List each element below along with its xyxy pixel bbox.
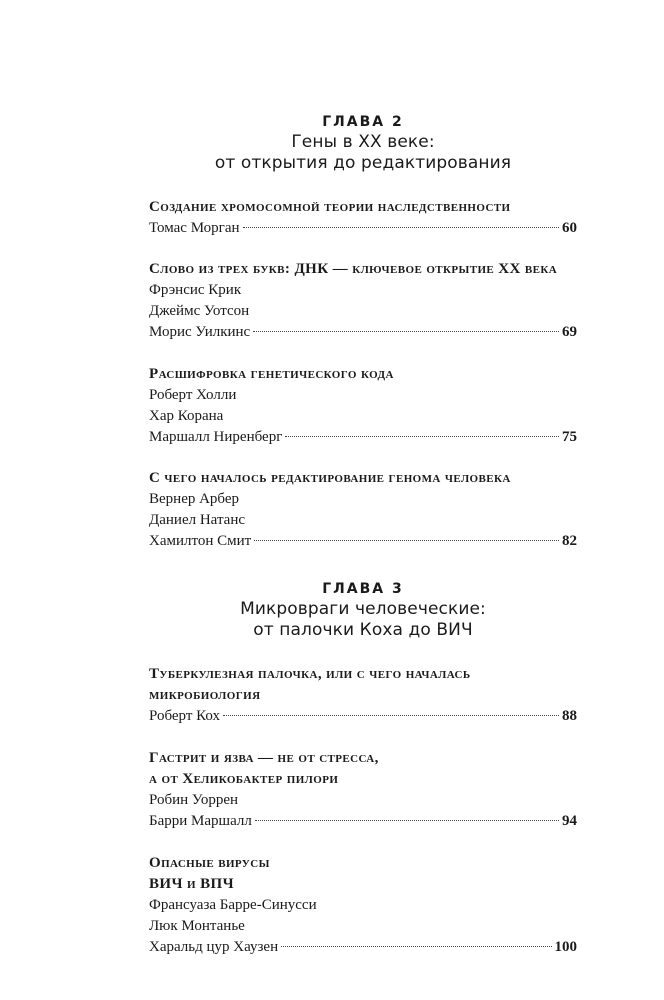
toc-entry[interactable]: [149, 531, 577, 552]
section-title: Опасные вирусы: [149, 855, 270, 871]
section-title: Расшифровка генетического кода: [149, 366, 394, 382]
person-name: Хамилтон Смит: [149, 533, 252, 549]
toc-section: [149, 748, 577, 832]
section-title: микробиология: [149, 687, 261, 703]
dot-leader: [281, 946, 551, 947]
person-name: Фрэнсис Крик: [149, 282, 242, 298]
page-number: 60: [562, 220, 577, 236]
chapter-2-heading: [149, 112, 577, 174]
chapter-title: Микровраги человеческие:: [240, 599, 486, 619]
dot-leader: [253, 331, 559, 332]
chapter-3-heading: [149, 579, 577, 641]
page-number: 100: [554, 939, 577, 955]
person-name: Робин Уоррен: [149, 792, 239, 808]
toc-section: [149, 853, 577, 958]
page-number: 82: [562, 533, 577, 549]
section-title: С чего началось редактирование генома человека: [149, 470, 511, 486]
chapter-title: от открытия до редактирования: [214, 153, 512, 173]
section-title: Туберкулезная палочка, или с чего началась: [149, 666, 471, 682]
toc-entry[interactable]: [149, 811, 577, 832]
person-name: Морис Уилкинс: [149, 324, 251, 340]
section-title: Создание хромосомной теории наследственности: [149, 199, 511, 215]
page-number: 88: [562, 708, 577, 724]
person-name: Хар Корана: [149, 408, 224, 424]
person-name: Люк Монтанье: [149, 918, 245, 934]
person-name: Вернер Арбер: [149, 491, 240, 507]
person-name: Харальд цур Хаузен: [149, 939, 279, 955]
person-name: Франсуаза Барре-Синусси: [149, 897, 317, 913]
chapter-title: от палочки Коха до ВИЧ: [253, 620, 473, 640]
toc-section: [149, 664, 577, 727]
person-name: Барри Маршалл: [149, 813, 252, 829]
dot-leader: [255, 820, 559, 821]
toc-section: [149, 259, 577, 343]
dot-leader: [243, 227, 559, 228]
page-number: 69: [562, 324, 577, 340]
person-name: Томас Морган: [149, 220, 240, 236]
person-name: Роберт Кох: [149, 708, 221, 724]
dot-leader: [223, 715, 559, 716]
toc-section: [149, 197, 577, 239]
person-name: Роберт Холли: [149, 387, 237, 403]
chapter-label: ГЛАВА 3: [322, 581, 404, 597]
toc-entry[interactable]: [149, 218, 577, 239]
toc-entry[interactable]: [149, 937, 577, 958]
dot-leader: [285, 436, 559, 437]
section-title: ВИЧ и ВПЧ: [149, 876, 235, 892]
section-title: а от Хеликобактер пилори: [149, 771, 339, 787]
toc-section: [149, 364, 577, 448]
section-title: Слово из трех букв: ДНК — ключевое открытие XX века: [149, 261, 558, 277]
page-number: 94: [562, 813, 577, 829]
person-name: Джеймс Уотсон: [149, 303, 250, 319]
toc-entry[interactable]: [149, 706, 577, 727]
chapter-label: ГЛАВА 2: [322, 114, 404, 130]
toc-entry[interactable]: [149, 322, 577, 343]
person-name: Маршалл Ниренберг: [149, 429, 283, 445]
table-of-contents: [149, 112, 577, 958]
dot-leader: [254, 540, 559, 541]
page-number: 75: [562, 429, 577, 445]
toc-section: [149, 468, 577, 552]
section-title: Гастрит и язва — не от стресса,: [149, 750, 379, 766]
chapter-title: Гены в XX веке:: [291, 132, 435, 152]
toc-entry[interactable]: [149, 427, 577, 448]
person-name: Даниел Натанс: [149, 512, 246, 528]
